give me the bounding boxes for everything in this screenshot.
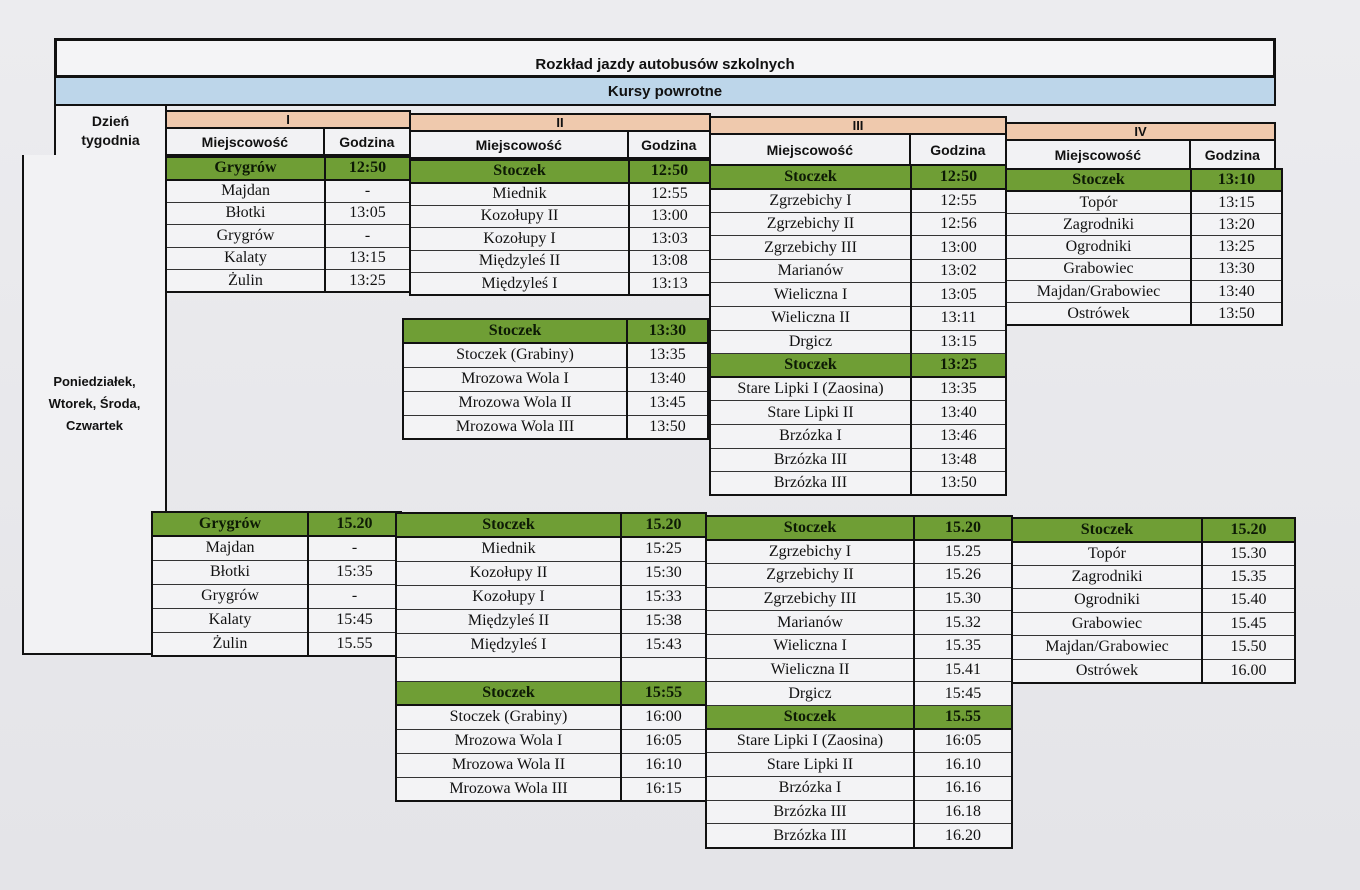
table-row	[1006, 303, 1282, 325]
stop-name-cell: Zgrzebichy II	[710, 212, 911, 236]
group-header-ii: II	[409, 113, 711, 132]
departure-time-cell: 13:15	[911, 330, 1006, 354]
departure-time-cell: 15.25	[914, 540, 1012, 564]
departure-time-cell: 12:56	[911, 212, 1006, 236]
stop-name-cell: Zgrzebichy III	[706, 587, 914, 611]
departure-time-cell: 15:45	[308, 608, 401, 632]
stop-name-cell: Stoczek	[706, 706, 914, 730]
table-row	[1012, 565, 1295, 589]
table-row	[710, 283, 1006, 307]
table-row	[706, 706, 1012, 730]
stop-name-cell: Grygrów	[166, 225, 325, 248]
departure-time-cell: 13:48	[911, 448, 1006, 472]
stop-name-cell: Żulin	[152, 632, 308, 656]
stop-name-cell: Stoczek	[1006, 169, 1191, 191]
stop-name-cell: Zgrzebichy III	[710, 236, 911, 260]
departure-time-cell: 15.55	[914, 706, 1012, 730]
stop-name-cell: Ostrówek	[1012, 659, 1202, 683]
stop-name-cell: Topór	[1012, 542, 1202, 566]
table-row	[706, 777, 1012, 801]
table-row	[1012, 542, 1295, 566]
route-block-ii-early-second	[402, 318, 709, 440]
departure-time-cell: 15.30	[1202, 542, 1295, 566]
table-row	[710, 165, 1006, 189]
departure-time-cell: 15.30	[914, 587, 1012, 611]
col-time-header: Godzina	[339, 133, 395, 150]
departure-time-cell: 15:35	[308, 560, 401, 584]
stop-name-cell: Kalaty	[166, 247, 325, 270]
table-row	[166, 180, 410, 203]
departure-time-cell: 15.26	[914, 563, 1012, 587]
departure-time-cell: -	[308, 584, 401, 608]
table-row	[1006, 169, 1282, 191]
table-row	[166, 225, 410, 248]
stop-name-cell: Mrozowa Wola I	[403, 367, 627, 391]
col-time-header: Godzina	[930, 141, 986, 158]
stop-name-cell: Stare Lipki I (Zaosina)	[706, 729, 914, 753]
stop-name-cell: Stoczek (Grabiny)	[403, 343, 627, 367]
table-row	[1012, 518, 1295, 542]
table-row	[710, 330, 1006, 354]
stop-name-cell	[396, 657, 621, 681]
stop-name-cell: Majdan/Grabowiec	[1012, 636, 1202, 660]
table-row	[1006, 236, 1282, 258]
stop-name-cell: Błotki	[152, 560, 308, 584]
stop-name-cell: Grygrów	[152, 512, 308, 536]
table-row	[396, 585, 706, 609]
departure-time-cell: 13:00	[911, 236, 1006, 260]
departure-time-cell: 12:55	[629, 183, 710, 206]
departure-time-cell: 13:05	[911, 283, 1006, 307]
timetable-subtitle: Kursy powrotne	[54, 78, 1276, 106]
table-row	[706, 824, 1012, 848]
table-row	[706, 753, 1012, 777]
departure-time-cell: 12:55	[911, 189, 1006, 213]
departure-time-cell: 13:25	[1191, 236, 1282, 258]
table-row	[706, 682, 1012, 706]
col-place-header: Miejscowość	[1007, 141, 1191, 168]
departure-time-cell: 13:15	[1191, 191, 1282, 213]
stop-name-cell: Topór	[1006, 191, 1191, 213]
stop-name-cell: Kozołupy II	[396, 561, 621, 585]
departure-time-cell: 13:50	[1191, 303, 1282, 325]
stop-name-cell: Stare Lipki I (Zaosina)	[710, 377, 911, 401]
departure-time-cell: 13:20	[1191, 214, 1282, 236]
route-block-ii-early	[409, 159, 711, 296]
stop-name-cell: Zagrodniki	[1006, 214, 1191, 236]
table-row	[396, 561, 706, 585]
stop-name-cell: Miednik	[396, 537, 621, 561]
column-headers-iv	[1005, 141, 1276, 170]
table-row	[706, 516, 1012, 540]
departure-time-cell: 15:45	[914, 682, 1012, 706]
stop-name-cell: Mrozowa Wola II	[396, 753, 621, 777]
col-time-header: Godzina	[1204, 146, 1260, 163]
table-row	[403, 367, 708, 391]
table-row	[1006, 280, 1282, 302]
stop-name-cell: Stoczek	[396, 681, 621, 705]
timetable-title: Rozkład jazdy autobusów szkolnych	[54, 38, 1276, 78]
stop-name-cell: Mrozowa Wola II	[403, 391, 627, 415]
stop-name-cell: Stoczek	[1012, 518, 1202, 542]
group-header-iii: III	[709, 116, 1007, 135]
stop-name-cell: Zgrzebichy I	[706, 540, 914, 564]
stop-name-cell: Drgicz	[706, 682, 914, 706]
departure-time-cell: 16:05	[621, 729, 706, 753]
stop-name-cell: Ogrodniki	[1006, 236, 1191, 258]
stop-name-cell: Zagrodniki	[1012, 565, 1202, 589]
departure-time-cell: 15.55	[308, 632, 401, 656]
column-headers-i	[165, 129, 411, 156]
stop-name-cell: Brzózka III	[706, 800, 914, 824]
table-row	[710, 401, 1006, 425]
departure-time-cell: 15:25	[621, 537, 706, 561]
departure-time-cell: 15:55	[621, 681, 706, 705]
departure-time-cell: 13:25	[911, 354, 1006, 378]
table-row	[710, 354, 1006, 378]
stop-name-cell: Brzózka III	[706, 824, 914, 848]
departure-time-cell: 13:50	[911, 472, 1006, 496]
table-row	[710, 259, 1006, 283]
departure-time-cell: 13:25	[325, 270, 410, 293]
col-place-header: Miejscowość	[411, 132, 629, 157]
departure-time-cell: 15:33	[621, 585, 706, 609]
departure-time-cell: -	[325, 180, 410, 203]
stop-name-cell: Stare Lipki II	[710, 401, 911, 425]
route-block-iii-early	[709, 164, 1007, 496]
days-cell	[22, 155, 167, 655]
departure-time-cell: 12:50	[911, 165, 1006, 189]
departure-time-cell: 16.18	[914, 800, 1012, 824]
table-row	[396, 633, 706, 657]
stop-name-cell: Majdan	[166, 180, 325, 203]
stop-name-cell: Grabowiec	[1012, 612, 1202, 636]
table-row	[396, 681, 706, 705]
group-header-iv: IV	[1005, 122, 1276, 141]
stop-name-cell: Błotki	[166, 202, 325, 225]
departure-time-cell: 15:30	[621, 561, 706, 585]
table-row	[152, 536, 401, 560]
col-place-header: Miejscowość	[711, 135, 911, 164]
table-row	[710, 236, 1006, 260]
departure-time-cell: 15.20	[621, 513, 706, 537]
departure-time-cell: 13:30	[627, 319, 708, 343]
departure-time-cell: 13:50	[627, 415, 708, 439]
departure-time-cell: 15.35	[1202, 565, 1295, 589]
stop-name-cell: Wieliczna II	[706, 658, 914, 682]
stop-name-cell: Brzózka I	[710, 425, 911, 449]
stop-name-cell: Wieliczna I	[706, 634, 914, 658]
table-row	[396, 537, 706, 561]
table-row	[710, 189, 1006, 213]
departure-time-cell: 15.40	[1202, 589, 1295, 613]
table-row	[710, 448, 1006, 472]
stop-name-cell: Stoczek	[710, 165, 911, 189]
departure-time-cell: 13:08	[629, 250, 710, 273]
stop-name-cell: Kozołupy II	[410, 205, 629, 228]
departure-time-cell: 13:05	[325, 202, 410, 225]
table-row	[166, 157, 410, 180]
departure-time-cell: 13:35	[627, 343, 708, 367]
stop-name-cell: Mrozowa Wola I	[396, 729, 621, 753]
stop-name-cell: Międzyleś II	[410, 250, 629, 273]
departure-time-cell: 13:13	[629, 273, 710, 296]
table-row	[706, 563, 1012, 587]
table-row	[710, 472, 1006, 496]
stop-name-cell: Brzózka III	[710, 472, 911, 496]
departure-time-cell	[621, 657, 706, 681]
stop-name-cell: Marianów	[710, 259, 911, 283]
departure-time-cell: -	[308, 536, 401, 560]
stop-name-cell: Stare Lipki II	[706, 753, 914, 777]
route-block-iii-late	[705, 515, 1013, 849]
stop-name-cell: Marianów	[706, 611, 914, 635]
table-row	[706, 658, 1012, 682]
day-header-line-1: Dzień	[91, 113, 130, 129]
table-row	[152, 632, 401, 656]
departure-time-cell: 16:00	[621, 705, 706, 729]
departure-time-cell: 13:45	[627, 391, 708, 415]
table-row	[396, 657, 706, 681]
table-row	[166, 270, 410, 293]
table-row	[706, 587, 1012, 611]
stop-name-cell: Międzyleś I	[410, 273, 629, 296]
departure-time-cell: 13:35	[911, 377, 1006, 401]
route-block-iv-early	[1005, 168, 1283, 326]
stop-name-cell: Miednik	[410, 183, 629, 206]
table-row	[410, 273, 710, 296]
stop-name-cell: Stoczek	[403, 319, 627, 343]
day-of-week-header	[54, 106, 167, 158]
stop-name-cell: Zgrzebichy II	[706, 563, 914, 587]
table-row	[706, 800, 1012, 824]
departure-time-cell: 13:00	[629, 205, 710, 228]
table-row	[152, 512, 401, 536]
table-row	[396, 705, 706, 729]
departure-time-cell: 12:50	[325, 157, 410, 180]
departure-time-cell: 13:11	[911, 307, 1006, 331]
departure-time-cell: 13:40	[911, 401, 1006, 425]
stop-name-cell: Kozołupy I	[396, 585, 621, 609]
departure-time-cell: 15.50	[1202, 636, 1295, 660]
stop-name-cell: Grabowiec	[1006, 258, 1191, 280]
table-row	[706, 729, 1012, 753]
table-row	[403, 343, 708, 367]
departure-time-cell: 12:50	[629, 160, 710, 183]
table-row	[1006, 191, 1282, 213]
stop-name-cell: Stoczek	[710, 354, 911, 378]
departure-time-cell: 15.35	[914, 634, 1012, 658]
stop-name-cell: Ogrodniki	[1012, 589, 1202, 613]
table-row	[152, 584, 401, 608]
table-row	[1012, 659, 1295, 683]
stop-name-cell: Stoczek	[396, 513, 621, 537]
table-row	[1012, 612, 1295, 636]
table-row	[710, 212, 1006, 236]
departure-time-cell: 13:15	[325, 247, 410, 270]
table-row	[706, 611, 1012, 635]
stop-name-cell: Brzózka I	[706, 777, 914, 801]
departure-time-cell: 15.20	[1202, 518, 1295, 542]
route-block-ii-late	[395, 512, 707, 802]
table-row	[1006, 214, 1282, 236]
col-place-header: Miejscowość	[167, 129, 325, 154]
table-row	[403, 415, 708, 439]
departure-time-cell: 13:10	[1191, 169, 1282, 191]
table-row	[706, 634, 1012, 658]
stop-name-cell: Międzyleś I	[396, 633, 621, 657]
stop-name-cell: Kozołupy I	[410, 228, 629, 251]
departure-time-cell: 15.32	[914, 611, 1012, 635]
table-row	[706, 540, 1012, 564]
stop-name-cell: Drgicz	[710, 330, 911, 354]
stop-name-cell: Stoczek	[706, 516, 914, 540]
departure-time-cell: 16.16	[914, 777, 1012, 801]
table-row	[1006, 258, 1282, 280]
stop-name-cell: Brzózka III	[710, 448, 911, 472]
group-header-i: I	[165, 110, 411, 129]
departure-time-cell: 16.10	[914, 753, 1012, 777]
departure-time-cell: 13:40	[627, 367, 708, 391]
stop-name-cell: Grygrów	[152, 584, 308, 608]
departure-time-cell: 13:40	[1191, 280, 1282, 302]
route-block-i-late	[151, 511, 402, 657]
column-headers-ii	[409, 132, 711, 159]
departure-time-cell: 16:05	[914, 729, 1012, 753]
departure-time-cell: 15.20	[914, 516, 1012, 540]
departure-time-cell: 13:46	[911, 425, 1006, 449]
table-row	[396, 777, 706, 801]
day-header-line-2: tygodnia	[81, 132, 140, 148]
stop-name-cell: Wieliczna II	[710, 307, 911, 331]
column-headers-iii	[709, 135, 1007, 166]
departure-time-cell: 16:10	[621, 753, 706, 777]
col-time-header: Godzina	[641, 136, 697, 153]
route-block-iv-late	[1011, 517, 1296, 684]
stop-name-cell: Ostrówek	[1006, 303, 1191, 325]
day-line-1: Poniedziałek,	[53, 374, 136, 389]
departure-time-cell: 16.00	[1202, 659, 1295, 683]
departure-time-cell: 15.41	[914, 658, 1012, 682]
table-row	[152, 608, 401, 632]
stop-name-cell: Mrozowa Wola III	[403, 415, 627, 439]
stop-name-cell: Kalaty	[152, 608, 308, 632]
departure-time-cell: 15.20	[308, 512, 401, 536]
table-row	[1012, 589, 1295, 613]
table-row	[166, 247, 410, 270]
table-row	[710, 425, 1006, 449]
route-block-i-early	[165, 156, 411, 293]
table-row	[396, 609, 706, 633]
stop-name-cell: Stoczek (Grabiny)	[396, 705, 621, 729]
day-line-2: Wtorek, Środa,	[48, 396, 141, 411]
table-row	[710, 307, 1006, 331]
table-row	[396, 513, 706, 537]
departure-time-cell: 15:43	[621, 633, 706, 657]
table-row	[403, 319, 708, 343]
table-row	[152, 560, 401, 584]
table-row	[396, 753, 706, 777]
table-row	[410, 205, 710, 228]
departure-time-cell: 13:02	[911, 259, 1006, 283]
table-row	[403, 391, 708, 415]
stop-name-cell: Wieliczna I	[710, 283, 911, 307]
table-row	[710, 377, 1006, 401]
table-row	[410, 160, 710, 183]
stop-name-cell: Majdan	[152, 536, 308, 560]
departure-time-cell: -	[325, 225, 410, 248]
table-row	[396, 729, 706, 753]
table-row	[410, 228, 710, 251]
stop-name-cell: Żulin	[166, 270, 325, 293]
stop-name-cell: Majdan/Grabowiec	[1006, 280, 1191, 302]
stop-name-cell: Zgrzebichy I	[710, 189, 911, 213]
table-row	[1012, 636, 1295, 660]
stop-name-cell: Międzyleś II	[396, 609, 621, 633]
stop-name-cell: Grygrów	[166, 157, 325, 180]
departure-time-cell: 15.45	[1202, 612, 1295, 636]
table-row	[410, 183, 710, 206]
table-row	[166, 202, 410, 225]
departure-time-cell: 16.20	[914, 824, 1012, 848]
departure-time-cell: 13:30	[1191, 258, 1282, 280]
day-line-3: Czwartek	[65, 418, 124, 433]
stop-name-cell: Stoczek	[410, 160, 629, 183]
departure-time-cell: 13:03	[629, 228, 710, 251]
table-row	[410, 250, 710, 273]
departure-time-cell: 16:15	[621, 777, 706, 801]
stop-name-cell: Mrozowa Wola III	[396, 777, 621, 801]
departure-time-cell: 15:38	[621, 609, 706, 633]
